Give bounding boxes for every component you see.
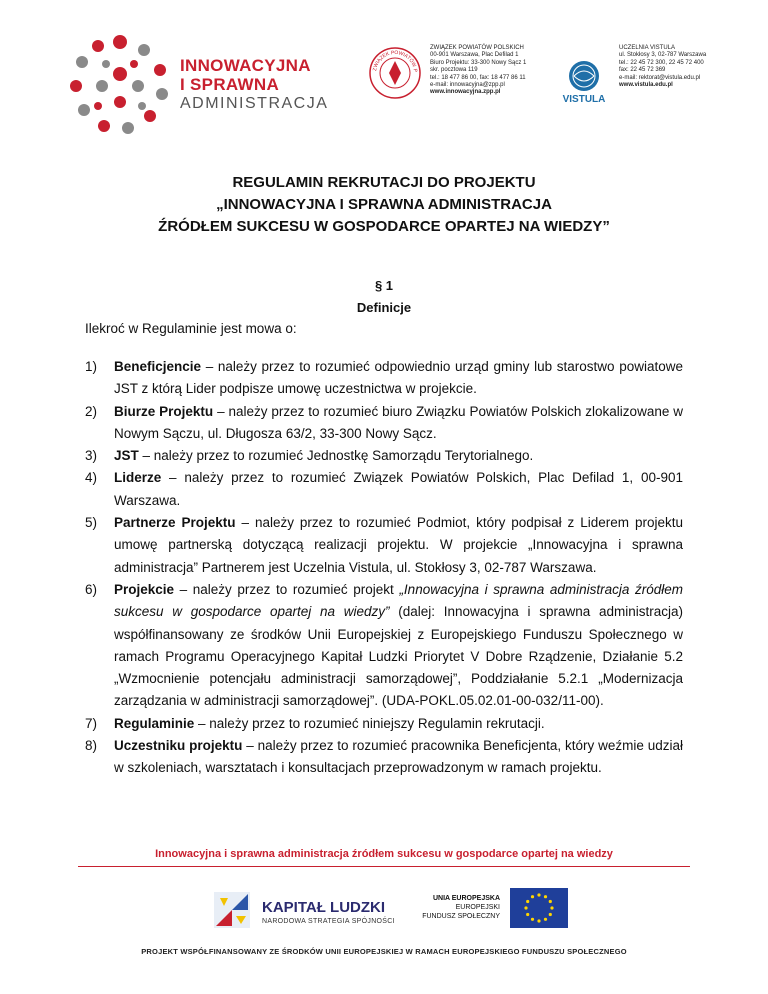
definition-term: Biurze Projektu: [114, 403, 214, 419]
item-number: 1): [85, 359, 98, 374]
definition-term: Liderze: [114, 470, 162, 486]
project-name-italic: „Innowacyjna i sprawna administracja źródłem sukcesu w gospodarce opartej na wiedzy”: [114, 581, 684, 620]
vistula-line: fax: 22 45 72 369: [619, 67, 666, 74]
vistula-logo-icon: [556, 58, 612, 106]
item-number: 8): [85, 738, 98, 754]
section-name: Definicje: [356, 300, 412, 315]
vistula-logo-text: VISTULA: [562, 94, 606, 105]
definition-item: [85, 356, 683, 401]
definition-item: [85, 401, 683, 446]
zpp-line: tel.: 18 477 86 00, fax: 18 477 86 11: [430, 74, 526, 81]
eu-flag-icon: [510, 888, 568, 928]
intro-text: Ilekroć w Regulaminie jest mowa o:: [85, 321, 297, 336]
definition-item: [85, 713, 683, 735]
item-number: 5): [85, 515, 98, 531]
zpp-contact: [430, 45, 550, 97]
section-number: § 1: [374, 278, 394, 293]
eu-line2: EUROPEJSKI: [455, 904, 500, 911]
definition-text: – należy przez to rozumieć niniejszy Regulamin rekrutacji.: [194, 715, 545, 731]
project-logo-icon: [66, 30, 174, 138]
item-number: 4): [85, 470, 98, 486]
title-line1: REGULAMIN REKRUTACJI DO PROJEKTU: [232, 174, 536, 191]
definition-text: – należy przez to rozumieć projekt: [174, 581, 400, 597]
cofinancing-note: PROJEKT WSPÓŁFINANSOWANY ZE ŚRODKÓW UNII EUROPEJSKIEJ W RAMACH EUROPEJSKIEGO FUNDUSZU SPOŁECZNEGO: [141, 947, 627, 956]
definition-item: [85, 445, 683, 467]
eu-line3: FUNDUSZ SPOŁECZNY: [422, 913, 500, 920]
project-logo-title: [180, 56, 330, 114]
section-heading: [0, 275, 768, 319]
item-number: 2): [85, 403, 98, 419]
logo-title-line1: INNOWACYJNA: [180, 56, 311, 75]
vistula-line: e-mail: rektorat@vistula.edu.pl: [619, 74, 701, 81]
eu-text: [400, 894, 500, 921]
title-line3: ŹRÓDŁEM SUKCESU W GOSPODARCE OPARTEJ NA WIEDZY”: [158, 218, 610, 235]
definition-text: – należy przez to rozumieć pracownika Beneficjenta, który weźmie udział w szkoleniach, warsztatach i konsultacjach przeprowadzonym w ramach projektu.: [114, 738, 683, 776]
definitions-list: [85, 356, 683, 780]
definition-text: – należy przez to rozumieć Związek Powiatów Polskich, Plac Defilad 1, 00-901 Warszawa.: [114, 470, 683, 508]
vistula-line: tel.: 22 45 72 300, 22 45 72 400: [619, 59, 704, 66]
title-line2: „INNOWACYJNA I SPRAWNA ADMINISTRACJA: [216, 196, 552, 213]
item-number: 6): [85, 581, 98, 597]
definition-item: [85, 467, 683, 512]
definition-item: [85, 512, 683, 579]
document-title: [0, 172, 768, 238]
kapital-ludzki-title: KAPITAŁ LUDZKI: [262, 899, 386, 916]
logo-title-line3: ADMINISTRACJA: [180, 95, 329, 112]
logo-title-line2: I SPRAWNA: [180, 75, 280, 94]
definition-term: Beneficjencie: [114, 359, 202, 374]
definition-term: Partnerze Projektu: [114, 515, 236, 531]
definition-term: Uczestniku projektu: [114, 738, 243, 754]
definition-text: – należy przez to rozumieć odpowiednio urząd gminy lub starostwo powiatowe JST z którą Lider podpisze umowę uczestnictwa w projekcie.: [114, 359, 683, 397]
definition-item: [85, 579, 683, 713]
zpp-seal-icon: [368, 46, 422, 100]
kapital-ludzki-subtitle: NARODOWA STRATEGIA SPÓJNOŚCI: [262, 918, 395, 925]
item-number: 7): [85, 715, 98, 731]
zpp-line: Biuro Projektu: 33-300 Nowy Sącz 1: [430, 59, 527, 66]
zpp-line: skr. pocztowa 119: [430, 67, 478, 74]
definition-term: Projekcie: [114, 581, 175, 597]
zpp-seal-text: ZWIĄZEK POWIATÓW P: [372, 49, 419, 73]
vistula-contact: [619, 45, 729, 89]
definition-text: – należy przez to rozumieć Jednostkę Samorządu Terytorialnego.: [138, 448, 534, 464]
definition-item: [85, 735, 683, 780]
zpp-web-link[interactable]: www.innowacyjna.zpp.pl: [430, 89, 501, 96]
definition-text: – należy przez to rozumieć biuro Związku Powiatów Polskich zlokalizowane w Nowym Sączu, ul. Długosza 63/2, 33-300 Nowy Sącz.: [114, 403, 683, 441]
zpp-line: ZWIĄZEK POWIATÓW POLSKICH: [430, 45, 524, 51]
definition-term: JST: [114, 448, 139, 464]
vistula-web-link[interactable]: www.vistula.edu.pl: [619, 82, 673, 89]
footer-divider: [78, 866, 690, 867]
zpp-line: 00-901 Warszawa, Plac Defilad 1: [430, 52, 519, 59]
definition-term: Regulaminie: [114, 715, 195, 731]
item-number: 3): [85, 448, 98, 464]
zpp-line: e-mail: innowacyjna@zpp.pl: [430, 82, 505, 89]
vistula-line: ul. Stokłosy 3, 02-787 Warszawa: [619, 52, 707, 59]
kapital-ludzki-logo-icon: [212, 888, 252, 932]
definition-text: – należy przez to rozumieć Podmiot, który podpisał z Liderem projektu umowę partnerską dotyczącą realizacji projektu. W projekcie „Innowacyjna i sprawna administracja” Partnerem jest Uczelnia Vistula, ul. Stokłosy 3, 02-787 Warszawa.: [114, 515, 684, 575]
eu-line1: UNIA EUROPEJSKA: [432, 895, 500, 902]
definition-text: (dalej: Innowacyjna i sprawna administracja) współfinansowany ze środków Unii Europejskiej z Europejskiego Funduszu Społecznego w ramach Programu Operacyjnego Kapitał Ludzki Priorytet V Dobre Rządzenie, Działanie 5.2 „Wzmocnienie potencjału administracji samorządowej”, Poddziałanie 5.2.1 „Modernizacja zarządzania w administracji samorządowej”. (UDA-POKL.05.02.01-00-032/11-00).: [114, 604, 684, 709]
vistula-line: UCZELNIA VISTULA: [619, 45, 676, 51]
footer-slogan: Innowacyjna i sprawna administracja źródłem sukcesu w gospodarce opartej na wiedzy: [155, 848, 613, 860]
